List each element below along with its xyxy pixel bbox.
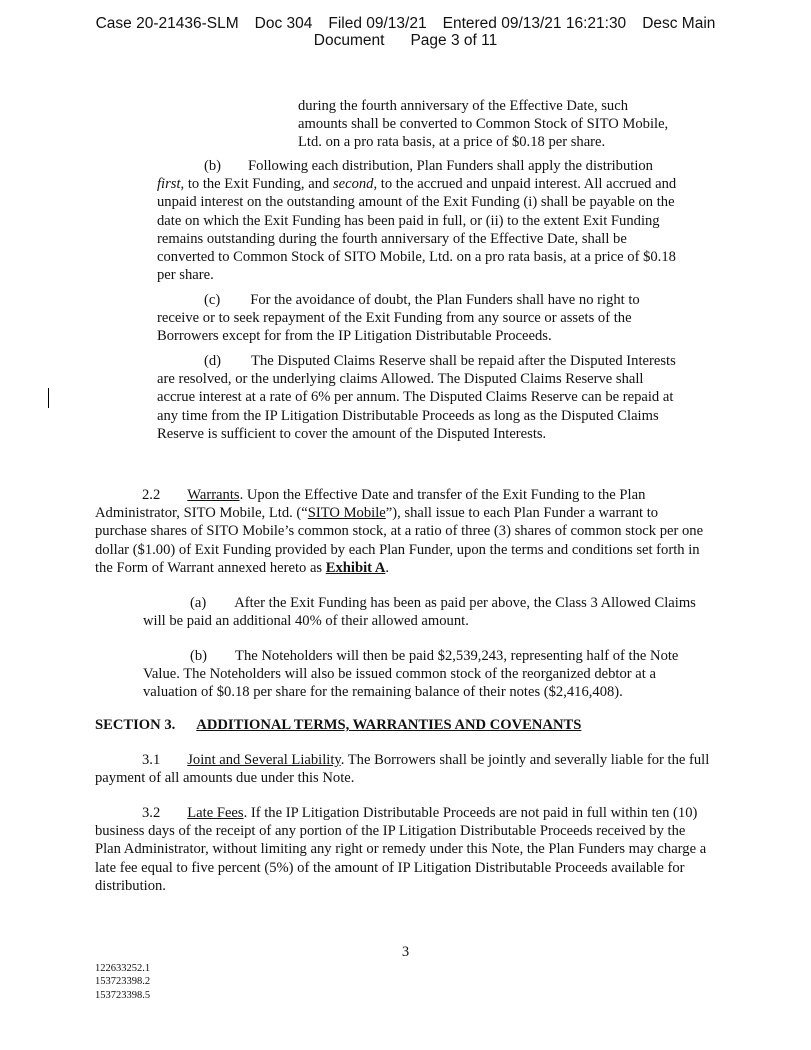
section-3-title: ADDITIONAL TERMS, WARRANTIES AND COVENANTS bbox=[196, 717, 582, 733]
section-2-2-b-text: The Noteholders will then be paid $2,539,243, representing half of the Note Value. The Noteholders will also be issued common stock of the reorganized debtor at a valuation of $0.18 per share for the remaining balance of their notes ($2,416,408). bbox=[143, 648, 679, 701]
continued-paragraph bbox=[298, 97, 670, 152]
page-indicator: Page 3 of 11 bbox=[410, 32, 498, 49]
filed-date: Filed 09/13/21 bbox=[328, 15, 427, 32]
section-3-2-number: 3.2 bbox=[142, 805, 161, 821]
paragraph-d-text: The Disputed Claims Reserve shall be repaid after the Disputed Interests are resolved, or the underlying claims Allowed. The Disputed Claims Reserve shall accrue interest at a rate of 6% per annum. The Disputed Claims Reserve can be repaid at any time from the IP Litigation Distributable Proceeds as long as the Disputed Claims Reserve is sufficient to cover the amount of the Disputed Interests. bbox=[157, 353, 676, 442]
paragraph-c-text: For the avoidance of doubt, the Plan Funders shall have no right to receive or to seek repayment of the Exit Funding from any source or assets of the Borrowers except for from the IP Litigation Distributable Proceeds. bbox=[157, 292, 640, 345]
section-3-label: SECTION 3. bbox=[95, 717, 176, 733]
section-2-2-text: . Upon the Effective Date and transfer of the Exit Funding to the Plan Administrator, SITO Mobile, Ltd. (“ bbox=[95, 487, 646, 522]
section-2-2-number: 2.2 bbox=[142, 487, 161, 503]
paragraph-d-label: (d) bbox=[204, 353, 222, 369]
section-3-heading bbox=[95, 716, 715, 734]
section-2-2-title: Warrants bbox=[187, 487, 240, 503]
section-2-2-text-3: . bbox=[385, 559, 390, 576]
paragraph-b-text-3: , to the accrued and unpaid interest. All accrued and unpaid interest on the outstanding amount of the Exit Funding (i) shall be payable on the date on which the Exit Funding has been paid in full, or (ii) to the extent Exit Funding remains outstanding during the fourth anniversary of the Effective Date, shall be converted to Common Stock of SITO Mobile, Ltd. on a pro rata basis, at a price of $0.18 per share. bbox=[157, 176, 677, 284]
section-3-1-title: Joint and Several Liability bbox=[187, 752, 341, 768]
section-3-2-text: . If the IP Litigation Distributable Proceeds are not paid in full within ten (10) business days of the receipt of any portion of the IP Litigation Distributable Proceeds received by the Plan Administrator, without limiting any right or remedy under this Note, the Plan Funders may charge a late fee equal to five percent (5%) of the amount of IP Litigation Distributable Proceeds available for distribution. bbox=[95, 805, 707, 894]
case-number: Case 20-21436-SLM bbox=[95, 15, 239, 32]
entered-date: Entered 09/13/21 16:21:30 bbox=[442, 15, 627, 32]
emphasis-first: first bbox=[157, 176, 181, 193]
document-id: 153723398.5 bbox=[95, 989, 151, 1001]
section-3-1-number: 3.1 bbox=[142, 752, 161, 768]
document-ids bbox=[95, 962, 150, 1002]
section-2-2-a-text: After the Exit Funding has been as paid per above, the Class 3 Allowed Claims will be paid an additional 40% of their allowed amount. bbox=[143, 595, 696, 630]
paragraph-b-label: (b) bbox=[204, 158, 222, 174]
paragraph-b bbox=[157, 157, 677, 284]
case-header bbox=[0, 15, 811, 49]
document-label: Document bbox=[313, 32, 385, 49]
change-bar bbox=[48, 388, 49, 408]
section-2-2-a-label: (a) bbox=[190, 595, 207, 611]
emphasis-second: second bbox=[332, 176, 374, 193]
section-2-2 bbox=[95, 486, 713, 577]
paragraph-d bbox=[157, 352, 677, 443]
section-3-1-text: . The Borrowers shall be jointly and severally liable for the full payment of all amounts due under this Note. bbox=[95, 752, 710, 787]
section-2-2-text-2: ”), shall issue to each Plan Funder a warrant to purchase shares of SITO Mobile’s common stock, at a ratio of three (3) shares of common stock per one dollar ($1.00) of Exit Funding provided by each Plan Funder, upon the terms and conditions set forth in the Form of Warrant annexed hereto as bbox=[95, 505, 704, 576]
page-number: 3 bbox=[401, 944, 410, 960]
paragraph-c bbox=[157, 291, 677, 346]
section-2-2-a bbox=[143, 594, 703, 630]
desc-label: Desc Main bbox=[642, 15, 716, 32]
document-id: 153723398.2 bbox=[95, 976, 151, 988]
paragraph-b-text: Following each distribution, Plan Funders shall apply the distribution bbox=[248, 158, 653, 174]
section-3-2-title: Late Fees bbox=[187, 805, 244, 821]
section-2-2-b-label: (b) bbox=[190, 648, 208, 664]
continued-text: during the fourth anniversary of the Effective Date, such amounts shall be converted to Common Stock of SITO Mobile, Ltd. on a pro rata basis, at a price of $0.18 per share. bbox=[298, 98, 669, 151]
section-2-2-b bbox=[143, 647, 703, 702]
paragraph-b-text-2: , to the Exit Funding, and bbox=[180, 176, 333, 193]
exhibit-a-reference: Exhibit A bbox=[325, 559, 386, 576]
defined-term-sito-mobile: SITO Mobile bbox=[307, 505, 386, 522]
section-3-1 bbox=[95, 751, 719, 787]
paragraph-c-label: (c) bbox=[204, 292, 221, 308]
section-3-2 bbox=[95, 804, 707, 895]
document-id: 122633252.1 bbox=[95, 963, 151, 974]
doc-number: Doc 304 bbox=[254, 15, 313, 32]
